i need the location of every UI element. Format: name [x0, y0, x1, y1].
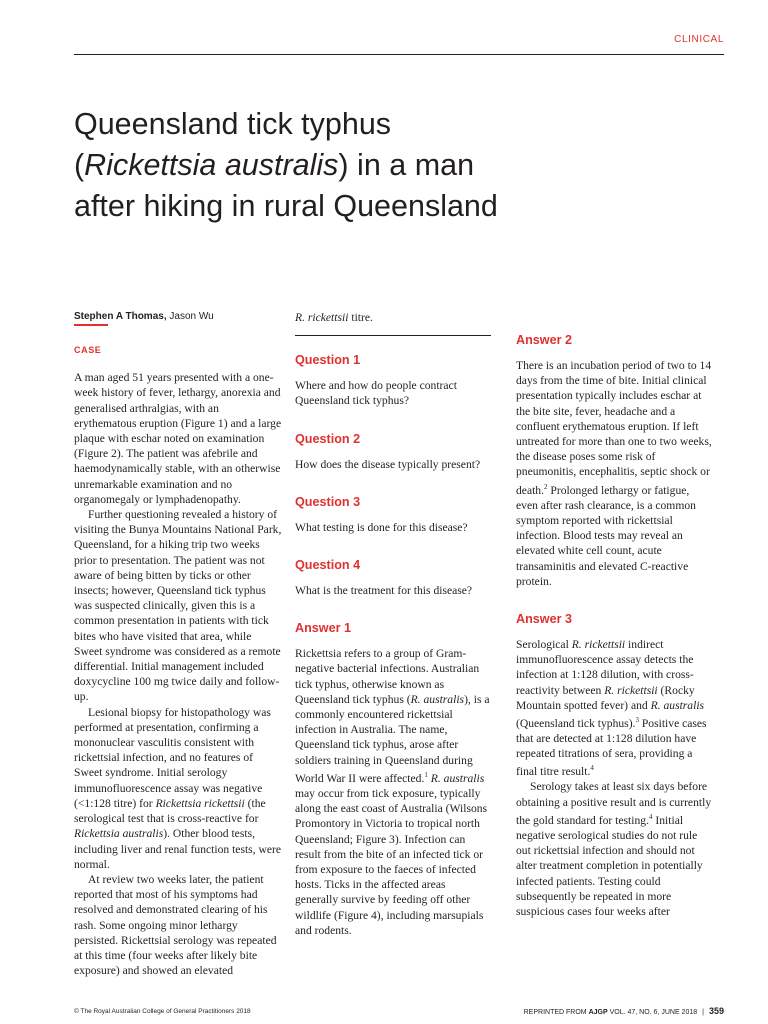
answer-3-p1-text-a: Serological [516, 637, 572, 651]
answer-1-text-d: may occur from tick exposure, typically along the east coast of Australia (Wilsons Promontory in Victoria to tropical north Queensland; Figure 3). Infection can result from the bite of an infected tick or from exposure to the faeces of infected hosts. Ticks in the affected areas generally survive by feeding off other wildlife (Figure 4), including marsupials and rodents. [295, 786, 488, 937]
answer-1-paragraph [295, 646, 491, 938]
answer-1-text-a: Rickettsia refers to a group of Gram-negative bacterial infections. Australian tick typhus, otherwise known as Queensland tick typhus ( [295, 647, 480, 706]
case-paragraph-1: A man aged 51 years presented with a one-week history of fever, lethargy, anorexia and generalised arthralgias, with an erythematous eruption (Figure 1) and a large plaque with eschar noted on examination (Figure 2). The patient was afebrile and haemodynamically stable, with an otherwise unremarkable examination and no organomegaly or lymphadenopathy. [74, 371, 282, 506]
header-rule [74, 54, 724, 55]
lead-author: Stephen A Thomas, [74, 311, 167, 322]
column-3 [516, 310, 712, 919]
case-p3-text-c: ). Other blood tests, including liver and renal function tests, were normal. [74, 827, 282, 871]
answer-3-p1-italic-3: R. australis [650, 698, 705, 712]
answer-1-italic-1: R. australis [410, 692, 465, 706]
article-title [74, 104, 594, 227]
question-1-heading: Question 1 [295, 353, 361, 368]
answer-2-text-b: Prolonged lethargy or fatigue, even after rash clearance, is a common symptom reported with rickettsial infection. Blood tests may reveal an elevated white cell count, acute transaminitis and elevated C-reactive protein. [516, 483, 696, 588]
case-paragraph-2: Further questioning revealed a history of visiting the Bunya Mountains National Park, Queensland, for a hiking trip two weeks prior to presentation. The patient was not aware of being bitten by ticks or other insects; however, Queensland tick typhus was suspected clinically, given this is a common presentation in patients with tick bites who have visited that area, while Sweet syndrome was considered as a remote differential. Initial management included doxycycline 100 mg twice daily and follow-up. [74, 508, 282, 704]
answer-1-italic-2: R. australis [430, 771, 485, 785]
title-line-1: Queensland tick typhus [74, 107, 392, 141]
answer-1-heading: Answer 1 [295, 621, 351, 636]
question-3-heading: Question 3 [295, 494, 361, 509]
question-1-text: Where and how do people contract Queensland tick typhus? [295, 379, 457, 408]
answer-3-p1-text-c: (Rocky Mountain spotted fever) and [516, 683, 695, 712]
case-paragraph-3 [74, 705, 282, 872]
reprinted-label: REPRINTED FROM [523, 1009, 589, 1016]
author-list [74, 310, 282, 324]
question-3-text: What testing is done for this disease? [295, 520, 468, 534]
case-p4-italic: R. rickettsii [295, 311, 349, 324]
journal-issue: VOL. 47, NO. 6, JUNE 2018 [607, 1009, 698, 1016]
title-line-3: after hiking in rural Queensland [74, 189, 498, 223]
page-number: 359 [708, 1006, 724, 1016]
answer-3-p1-citation-1: 3 [635, 715, 639, 724]
co-author: Jason Wu [166, 311, 214, 322]
answer-3-heading: Answer 3 [516, 611, 572, 626]
answer-2-citation: 2 [544, 482, 548, 491]
column-2 [295, 310, 491, 938]
question-4-heading: Question 4 [295, 558, 361, 573]
answer-3-paragraph-1 [516, 637, 712, 780]
footer-separator: | [702, 1009, 704, 1016]
answer-3-p1-text-b: indirect immunofluorescence assay detects the infection at 1:128 dilution, with cross-reactivity between [516, 637, 694, 697]
answer-3-p1-italic-1: R. rickettsii [571, 637, 626, 651]
answer-3-p2-citation: 4 [648, 812, 653, 821]
title-line-2-open: ( [74, 148, 85, 182]
case-p3-italic-1: Rickettsia rickettsii [155, 796, 245, 810]
answer-3-p2-text-b: Initial negative serological studies do not rule out rickettsial infection and should not alter treatment completion in potentially infected patients. Testing could subsequently be repeated in more suspicious cases four weeks after [516, 813, 703, 918]
question-2-heading: Question 2 [295, 431, 361, 446]
case-heading: CASE [74, 345, 102, 355]
answer-1-citation: 1 [424, 770, 428, 779]
question-2-text: How does the disease typically present? [295, 457, 481, 471]
answer-2-paragraph [516, 358, 712, 589]
section-accent-bar [74, 324, 108, 326]
section-label: CLINICAL [674, 34, 724, 45]
title-line-2-close: ) in a man [338, 148, 475, 182]
journal-name: AJGP [588, 1009, 608, 1016]
column-1 [74, 310, 282, 978]
answer-3-p1-italic-2: R. rickettsii [604, 683, 658, 697]
case-p3-text-b: (the serological test that is cross-reactive for [74, 796, 266, 826]
title-line-2-italic: Rickettsia australis [84, 148, 339, 182]
question-4-text: What is the treatment for this disease? [295, 584, 473, 598]
questions-divider [295, 335, 491, 336]
answer-3-p1-text-d: (Queensland tick typhus). [516, 716, 636, 730]
case-p3-italic-2: Rickettsia australis [74, 827, 164, 841]
journal-reference [524, 1006, 724, 1016]
answer-3-p2-text-a: Serology takes at least six days before obtaining a positive result and is currently the gold standard for testing. [516, 780, 712, 827]
answer-1-text-b: ), is a commonly encountered rickettsial infection in Australia. The name, Queensland tick typhus, arose after soldiers training in Queensland during World War II were affected. [295, 692, 490, 785]
answer-2-text-a: There is an incubation period of two to 14 days from the time of bite. Initial clinical presentation typically includes eschar at the bite site, fever, headache and a confluent erythematous eruption. If left untreated for more than one to two weeks, the disease poses some risk of pneumonitis, encephalitis, septic shock or death. [516, 359, 712, 497]
copyright-notice: © The Royal Australian College of General Practitioners 2018 [74, 1008, 251, 1015]
case-paragraph-4-continued [295, 310, 491, 325]
answer-3-p1-text-e: Positive cases that are detected at 1:128 dilution have repeated titrations of sera, providing a final titre result. [516, 716, 707, 779]
case-p4-end: titre. [348, 311, 373, 324]
answer-3-paragraph-2 [516, 779, 712, 919]
answer-3-p1-citation-2: 4 [590, 764, 594, 773]
case-p3-text-a: Lesional biopsy for histopathology was performed at presentation, confirming a mononuclear vasculitis consistent with rickettsial infection, and no features of Sweet syndrome. Initial serology immunofluorescence assay was negative (<1:128 titre) for [74, 705, 271, 810]
answer-2-heading: Answer 2 [516, 333, 572, 347]
case-p4-text: At review two weeks later, the patient reported that most of his symptoms had resolved and demonstrated clearing of his rash. Some ongoing minor lethargy persisted. Rickettsial serology was repeated at this time (four weeks after likely bite exposure) and showed an elevated [74, 872, 277, 978]
case-paragraph-4 [74, 872, 282, 978]
